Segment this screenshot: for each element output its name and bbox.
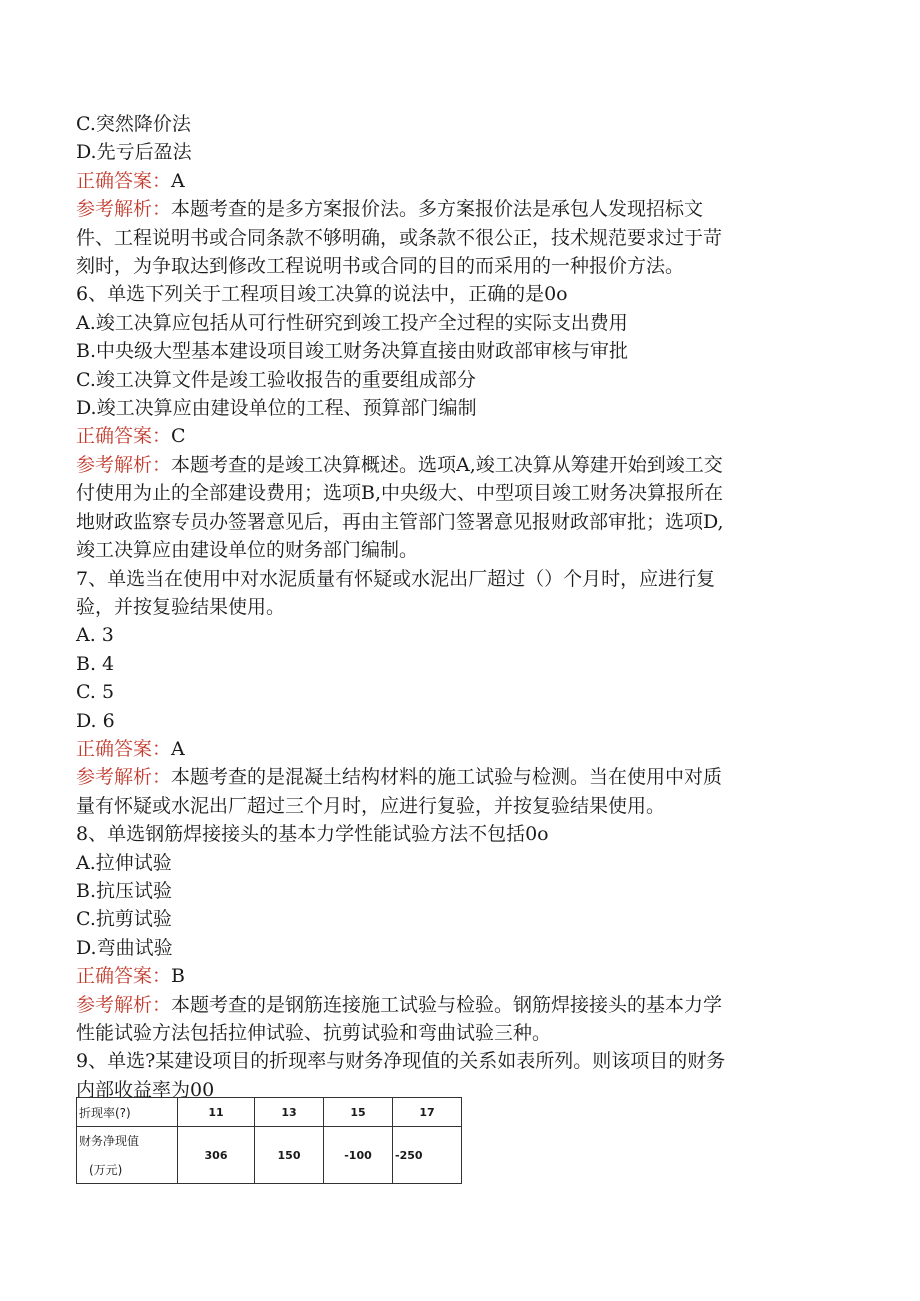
text-line: 刻时，为争取达到修改工程说明书或合同的目的而采用的一种报价方法。 <box>76 255 685 278</box>
analysis-line <box>76 763 846 791</box>
text-line: 付使用为止的全部建设费用；选项B,中央级大、中型项目竣工财务决算报所在 <box>76 482 724 505</box>
table-cell: 306 <box>178 1127 255 1184</box>
text-line: 6、单选下列关于工程项目竣工决算的说法中，正确的是0o <box>76 283 568 306</box>
table-header-npv <box>77 1127 178 1184</box>
text-line: D.竣工决算应由建设单位的工程、预算部门编制 <box>76 397 477 420</box>
table-cell: -250 <box>393 1127 462 1184</box>
discount-rate-table-wrap <box>76 1097 462 1184</box>
text-line: D. 6 <box>76 709 115 732</box>
table-row-discount-rate <box>77 1098 462 1127</box>
correct-answer-line <box>76 962 846 990</box>
text-line: A.拉伸试验 <box>76 851 172 874</box>
correct-answer-label: 正确答案： <box>76 425 172 448</box>
correct-answer-label: 正确答案： <box>76 737 172 760</box>
text-line: 地财政监察专员办签署意见后，再由主管部门签署意见报财政部审批；选项D, <box>76 510 724 533</box>
text-line: 7、单选当在使用中对水泥质量有怀疑或水泥出厂超过（）个月时，应进行复 <box>76 567 716 590</box>
text-line: C.抗剪试验 <box>76 908 172 931</box>
table-cell: 17 <box>393 1098 462 1127</box>
table-cell: 13 <box>255 1098 324 1127</box>
text-line: 8、单选钢筋焊接接头的基本力学性能试验方法不包括0o <box>76 823 549 846</box>
text-line: D.先亏后盈法 <box>76 141 192 164</box>
text-line: B. 4 <box>76 652 115 675</box>
analysis-line <box>76 195 846 223</box>
correct-answer-line <box>76 422 846 450</box>
correct-answer-line <box>76 167 846 195</box>
text-line: 量有怀疑或水泥出厂超过三个月时，应进行复验，并按复验结果使用。 <box>76 794 666 817</box>
analysis-line <box>76 451 846 479</box>
correct-answer-value: A <box>171 169 185 192</box>
table-header-npv-line2: (万元) <box>89 1163 123 1177</box>
table-cell: 11 <box>178 1098 255 1127</box>
correct-answer-value: C <box>171 425 186 448</box>
table-row-npv <box>77 1127 462 1184</box>
text-line: A.竣工决算应包括从可行性研究到竣工投产全过程的实际支出费用 <box>76 311 628 334</box>
text-line: B.中央级大型基本建设项目竣工财务决算直接由财政部审核与审批 <box>76 340 629 363</box>
table-cell: -100 <box>324 1127 393 1184</box>
text-line: C.竣工决算文件是竣工验收报告的重要组成部分 <box>76 368 476 391</box>
analysis-line <box>76 991 846 1019</box>
table-header-discount-rate: 折现率(?) <box>77 1098 178 1127</box>
text-line: 内部收益率为00 <box>76 1078 215 1101</box>
text-line: 竣工决算应由建设单位的财务部门编制。 <box>76 539 419 562</box>
analysis-label: 参考解析： <box>76 993 172 1016</box>
correct-answer-line <box>76 735 846 763</box>
analysis-label: 参考解析： <box>76 453 172 476</box>
discount-rate-npv-table <box>76 1097 462 1184</box>
correct-answer-value: B <box>171 965 185 988</box>
analysis-text: 本题考查的是竣工决算概述。选项A,竣工决算从筹建开始到竣工交 <box>171 453 723 476</box>
question-text <box>76 110 846 1104</box>
table-cell: 15 <box>324 1098 393 1127</box>
analysis-text: 本题考查的是混凝土结构材料的施工试验与检测。当在使用中对质 <box>171 766 723 789</box>
text-line: 件、工程说明书或合同条款不够明确，或条款不很公正，技术规范要求过于苛 <box>76 226 723 249</box>
text-line: D.弯曲试验 <box>76 936 173 959</box>
text-line: A. 3 <box>76 624 114 647</box>
analysis-text: 本题考查的是多方案报价法。多方案报价法是承包人发现招标文 <box>171 198 704 221</box>
text-line: C.突然降价法 <box>76 113 191 135</box>
analysis-label: 参考解析： <box>76 766 172 789</box>
text-line: 验，并按复验结果使用。 <box>76 595 286 618</box>
correct-answer-value: A <box>171 737 185 760</box>
correct-answer-label: 正确答案： <box>76 169 172 192</box>
text-line: 9、单选?某建设项目的折现率与财务净现值的关系如表所列。则该项目的财务 <box>76 1050 726 1073</box>
table-cell: 150 <box>255 1127 324 1184</box>
text-line: C. 5 <box>76 681 115 704</box>
correct-answer-label: 正确答案： <box>76 965 172 988</box>
table-header-npv-line1: 财务净现值 <box>79 1134 140 1148</box>
text-line: 性能试验方法包括拉伸试验、抗剪试验和弯曲试验三种。 <box>76 1022 552 1044</box>
analysis-label: 参考解析： <box>76 198 172 221</box>
text-line: B.抗压试验 <box>76 879 173 902</box>
analysis-text: 本题考查的是钢筋连接施工试验与检验。钢筋焊接接头的基本力学 <box>171 993 723 1016</box>
